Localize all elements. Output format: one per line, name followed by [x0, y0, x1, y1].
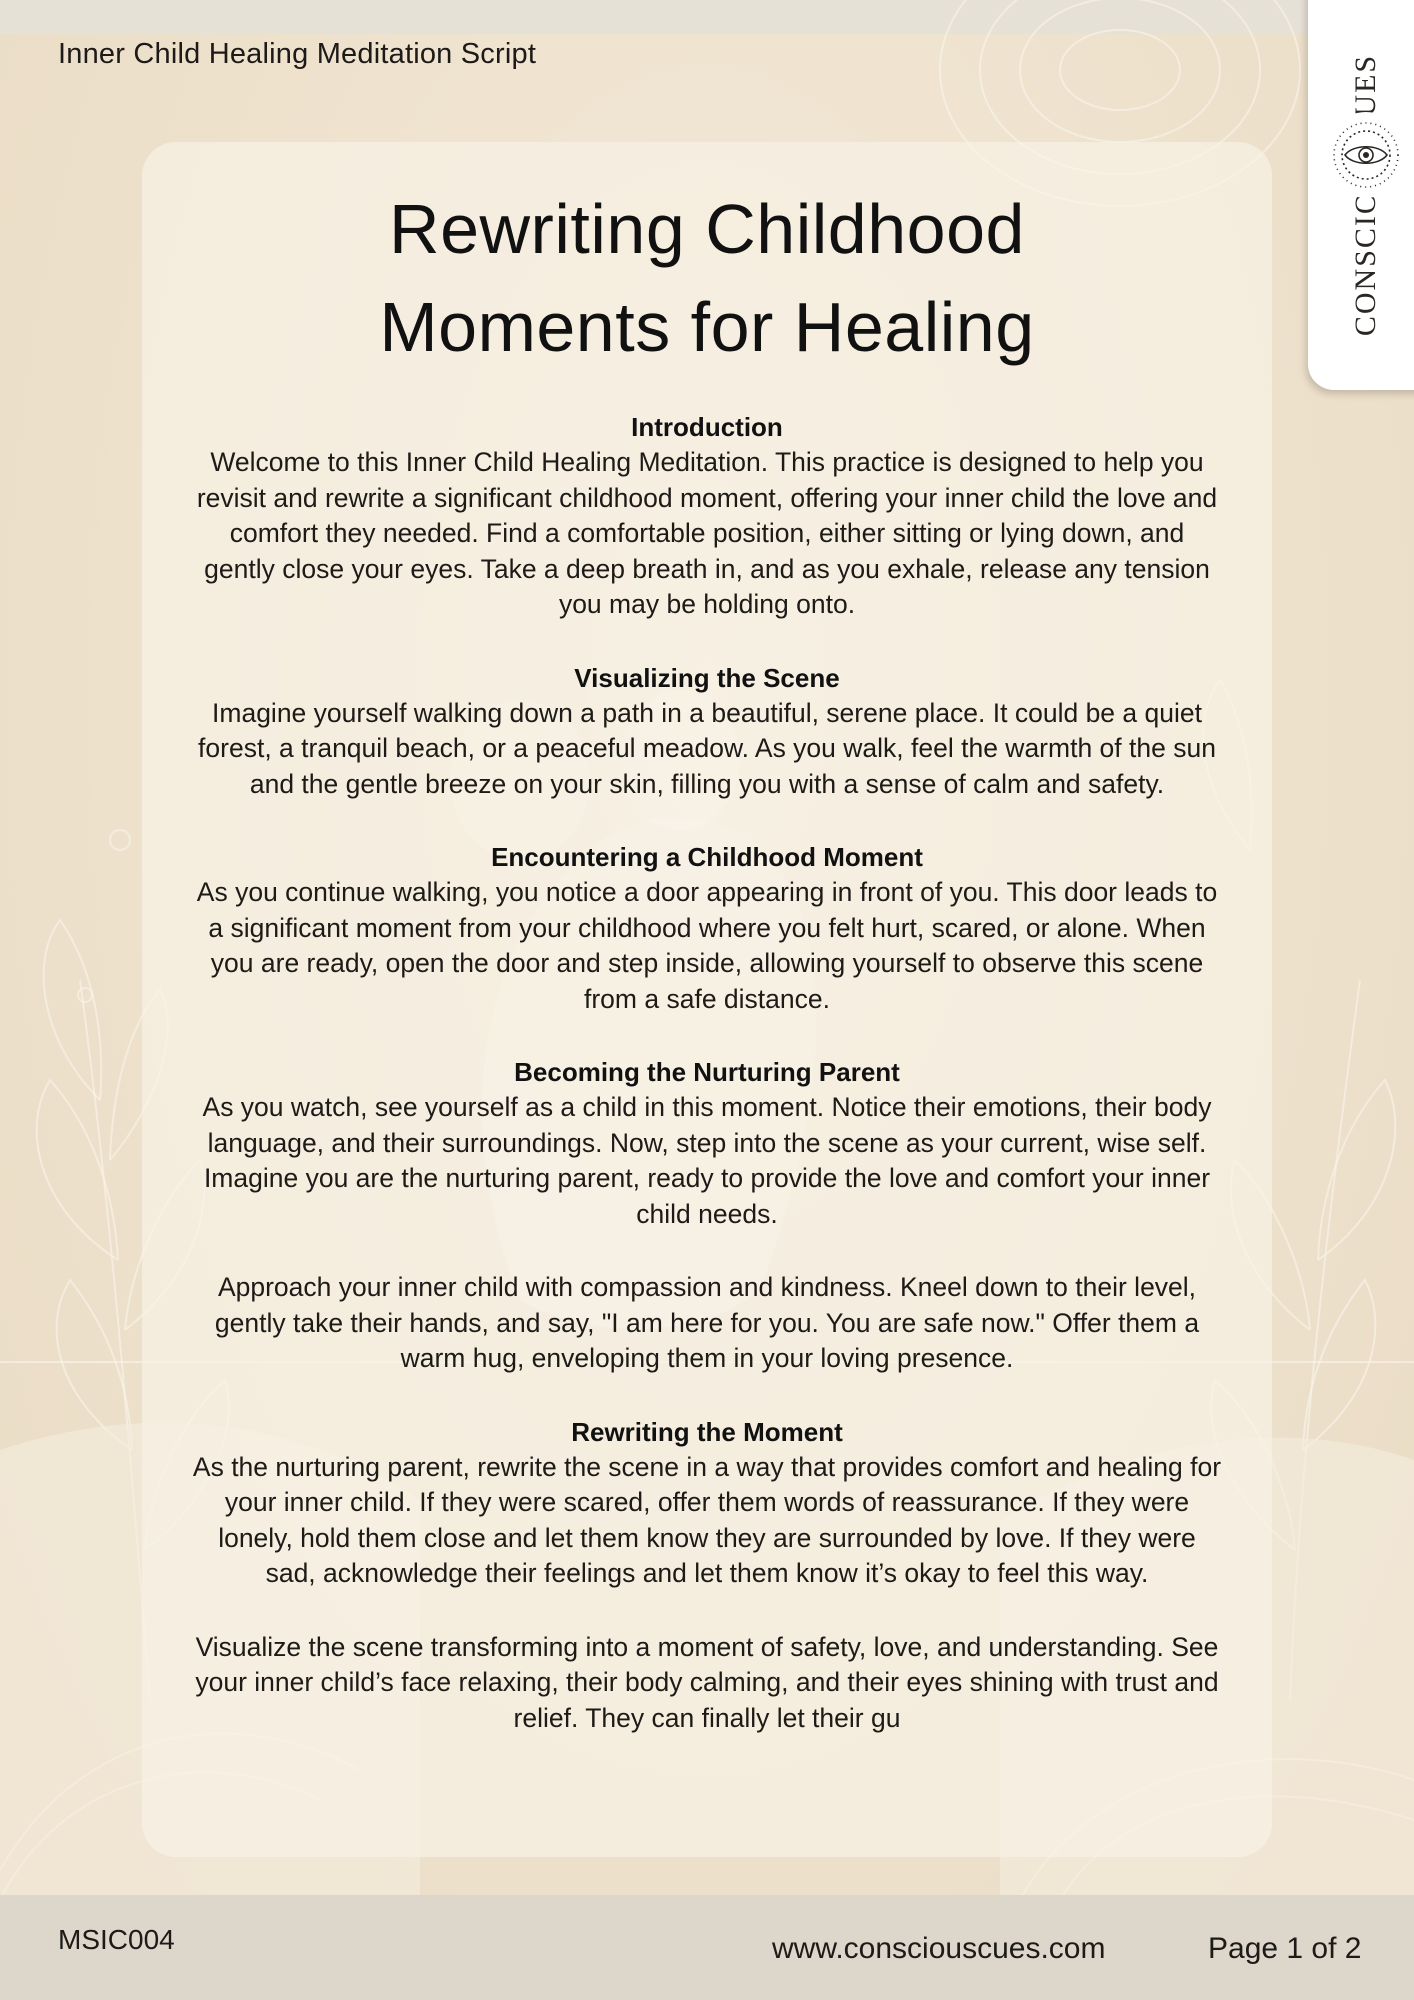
page-number: Page 1 of 2 — [1208, 1932, 1362, 1965]
section-paragraph: As the nurturing parent, rewrite the scene in a way that provides comfort and healing for your inner child. If they were scared, offer them words of reassurance. If they were lonely, hold them close and let them know they are surrounded by love. If they were sad, acknowledge their feelings and let them know it’s okay to feel this way. — [192, 1451, 1222, 1588]
eye-sun-icon — [1323, 112, 1409, 198]
section-heading: Becoming the Nurturing Parent — [514, 1057, 900, 1087]
section-becoming-the-nurturing-parent — [192, 1055, 1222, 1232]
document-header-title: Inner Child Healing Meditation Script — [58, 38, 537, 70]
section-heading: Encountering a Childhood Moment — [491, 842, 923, 872]
section-rewriting-continued — [192, 1630, 1222, 1737]
section-encountering-a-childhood-moment — [192, 840, 1222, 1017]
eye-sun-icon-graphic — [1323, 112, 1409, 198]
section-heading: Rewriting the Moment — [571, 1416, 843, 1447]
section-heading: Introduction — [631, 412, 783, 442]
document-code: MSIC004 — [58, 1924, 175, 1955]
section-introduction — [192, 410, 1222, 623]
document-body — [192, 180, 1222, 1774]
section-nurturing-parent-continued — [192, 1270, 1222, 1377]
document-title — [192, 180, 1222, 376]
section-rewriting-the-moment — [192, 1415, 1222, 1592]
section-paragraph: As you continue walking, you notice a door appearing in front of you. This door leads to a significant moment from your childhood where you felt hurt, scared, or alone. When you are ready, open the door and step inside, allowing yourself to observe this scene from a safe distance. — [196, 877, 1218, 1014]
website-link[interactable]: www.consciouscues.com — [772, 1932, 1106, 1965]
document-title-line-2: Moments for Healing — [379, 288, 1035, 366]
document-title-line-1: Rewriting Childhood — [389, 190, 1025, 268]
section-paragraph: Welcome to this Inner Child Healing Meditation. This practice is designed to help you revisit and rewrite a significant childhood moment, offering your inner child the love and comfort they needed. Find a comfortable position, either sitting or lying down, and gently close your eyes. Take a deep breath in, and as you exhale, release any tension you may be holding onto. — [196, 447, 1218, 619]
section-paragraph: Imagine yourself walking down a path in a beautiful, serene place. It could be a quiet forest, a tranquil beach, or a peaceful meadow. As you walk, feel the warmth of the sun and the gentle breeze on your skin, filling you with a sense of calm and safety. — [198, 697, 1216, 799]
section-heading: Visualizing the Scene — [574, 662, 840, 693]
section-paragraph: As you watch, see yourself as a child in this moment. Notice their emotions, their body language, and their surroundings. Now, step into the scene as your current, wise self. Imagine you are the nurturing parent, ready to provide the love and comfort your inner child needs. — [202, 1092, 1212, 1229]
section-paragraph: Approach your inner child with compassion and kindness. Kneel down to their level, gently take their hands, and say, "I am here for you. You are safe now." Offer them a warm hug, enveloping them in your loving presence. — [214, 1272, 1200, 1373]
section-paragraph: Visualize the scene transforming into a moment of safety, love, and understanding. See your inner child’s face relaxing, their body calming, and their eyes shining with trust and relief. They can finally let their gu — [195, 1631, 1219, 1733]
footer-bar — [0, 1895, 1414, 2000]
section-visualizing-the-scene — [192, 661, 1222, 803]
